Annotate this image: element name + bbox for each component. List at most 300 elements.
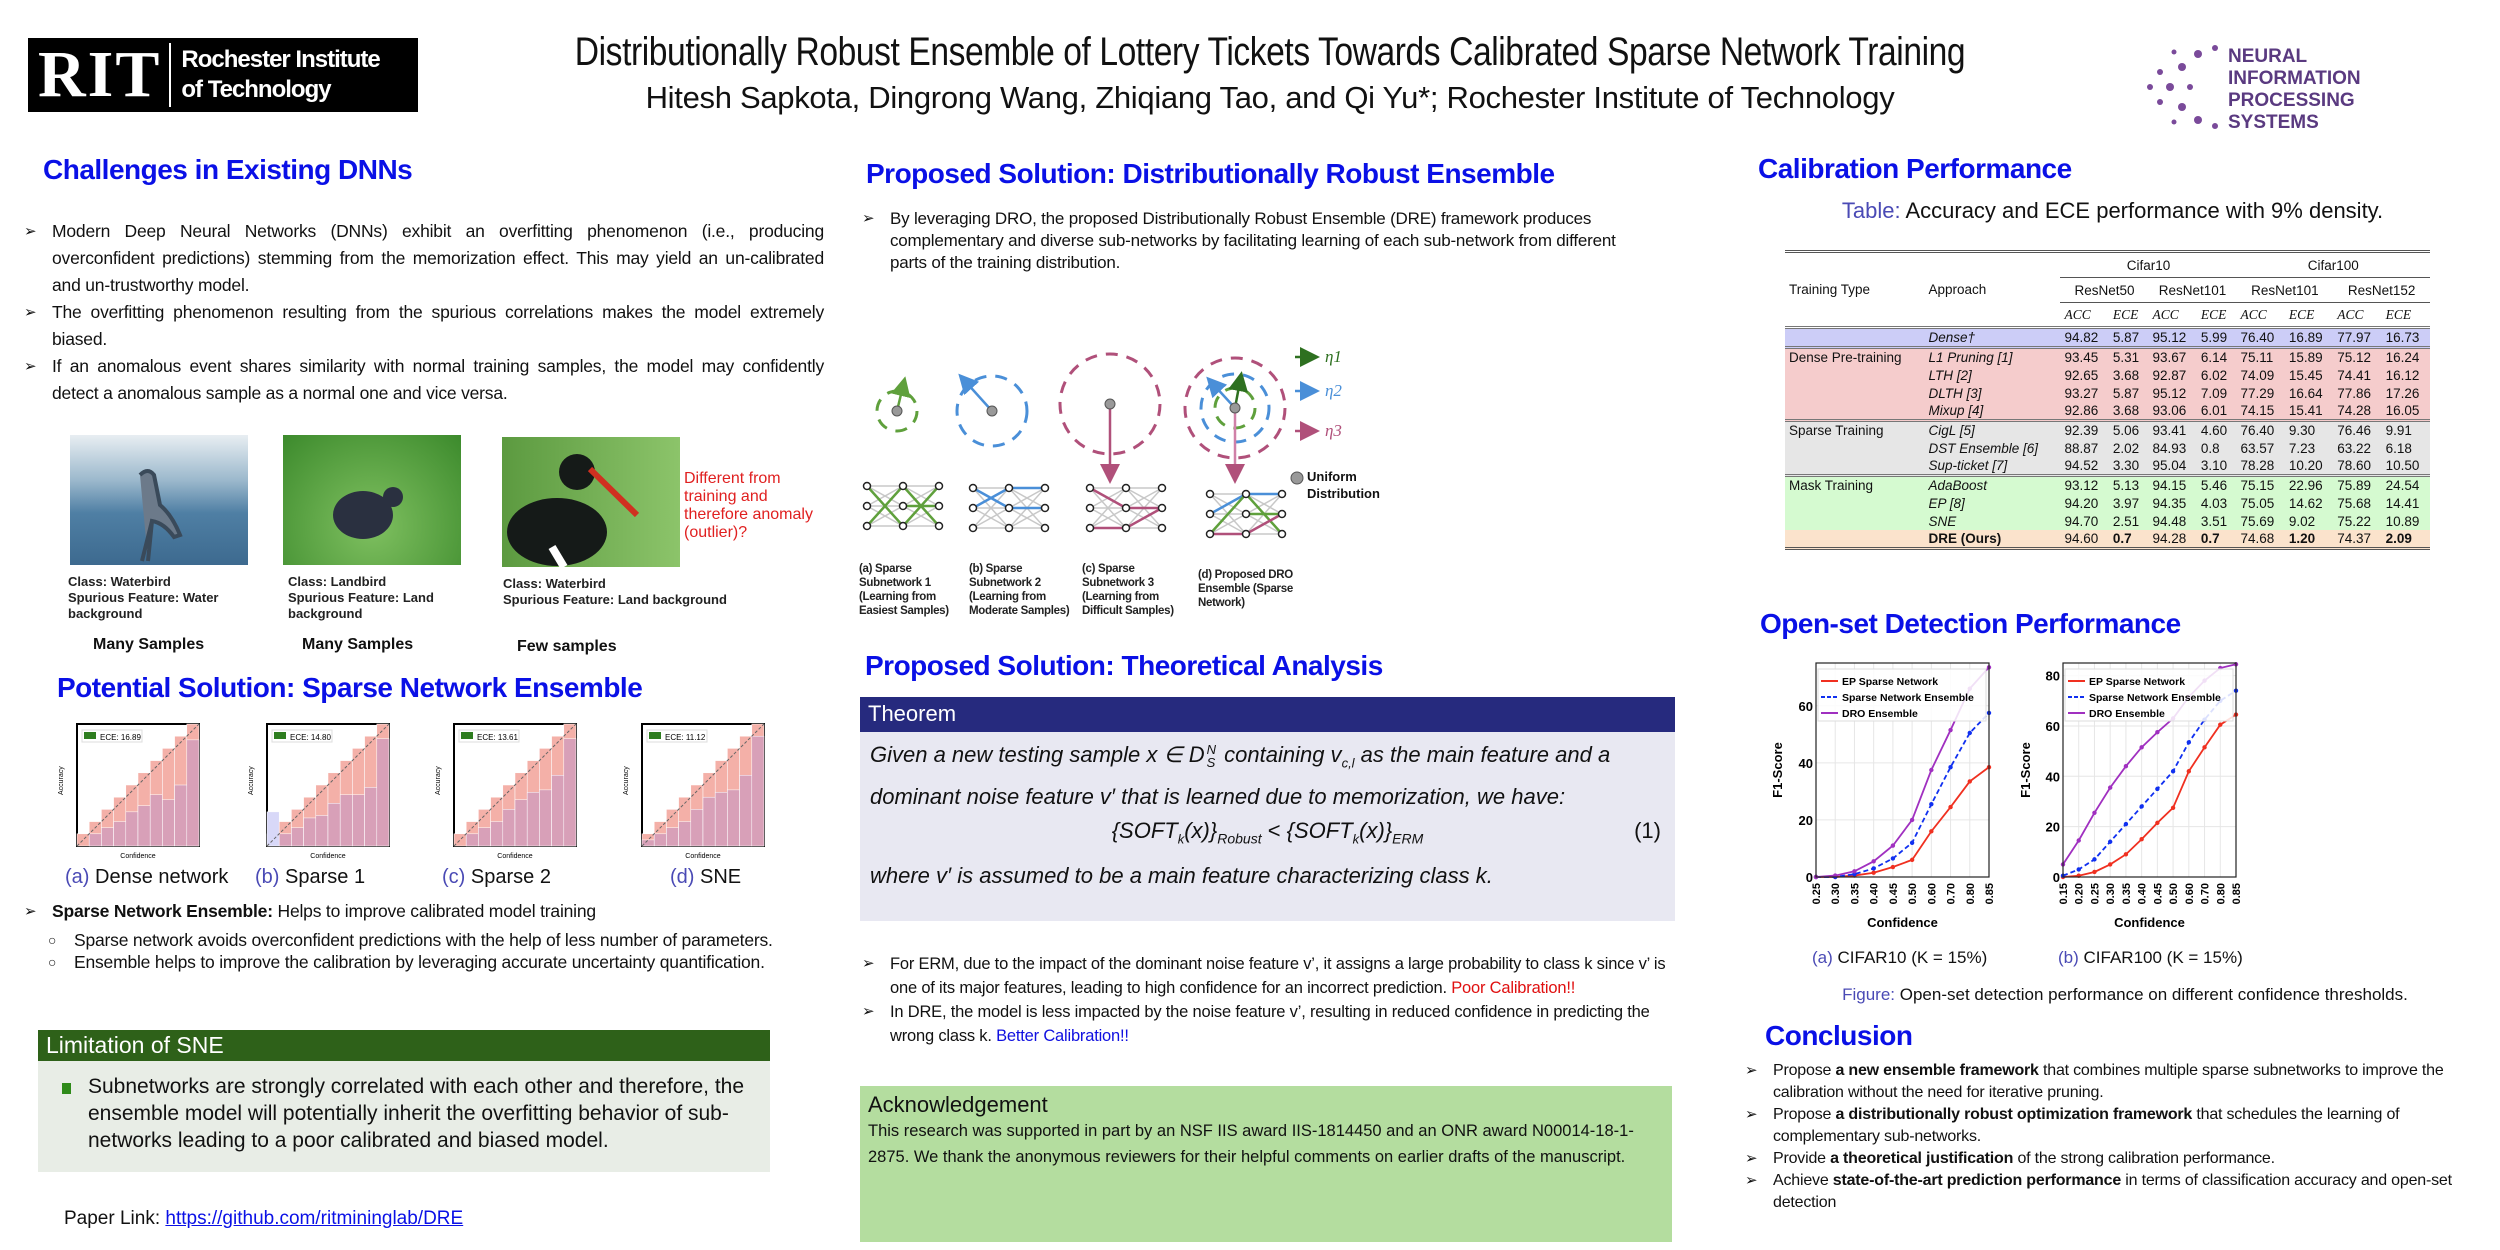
table-caption	[1790, 198, 2435, 224]
approach: DRE (Ours)	[1928, 531, 2002, 546]
accuracy-bar	[691, 809, 703, 846]
value-cell: 0.7	[2200, 531, 2220, 546]
y-tick-label: 0	[2052, 870, 2060, 885]
value-cell: 24.54	[2385, 478, 2420, 493]
network-node	[1279, 531, 1286, 538]
x-axis-label: Confidence	[120, 853, 156, 860]
accuracy-bar	[466, 834, 478, 846]
bullet-bold: a new ensemble framework	[1835, 1062, 2043, 1079]
y-axis-label: Accuracy	[248, 766, 255, 795]
value-cell: 74.41	[2337, 367, 2372, 383]
bullet-bold: state-of-the-art prediction performance	[1832, 1172, 2122, 1189]
bird-class: Class: Landbird	[288, 574, 387, 589]
value-cell: 5.13	[2112, 478, 2140, 493]
value-cell: 78.28	[2240, 458, 2275, 473]
value-cell: 74.37	[2337, 531, 2372, 546]
y-tick-label: 40	[1798, 755, 1813, 771]
subnet-caption: (c) Sparse Subnetwork 3 (Learning from Difficult Samples)	[1082, 563, 1174, 617]
accuracy-bar	[267, 812, 279, 846]
limitation-box	[38, 1030, 770, 1172]
value-cell: 17.26	[2385, 385, 2420, 401]
theorem-text: containing v	[1218, 742, 1342, 767]
value-cell: 78.60	[2337, 458, 2372, 473]
network-node	[1087, 525, 1094, 532]
value-cell: 93.12	[2064, 478, 2099, 493]
value-cell: 93.06	[2152, 403, 2187, 418]
y-tick-label: 80	[2045, 668, 2060, 684]
approach: L1 Pruning [1]	[1928, 350, 2013, 365]
x-tick-label: 0.70	[1945, 883, 1958, 905]
rit-logo	[28, 38, 418, 112]
uniform-distribution-icon	[1291, 472, 1303, 484]
network-node	[1123, 485, 1130, 492]
network-node	[1159, 525, 1166, 532]
ece-label: ECE: 14.80	[290, 733, 331, 742]
value-cell: 5.87	[2112, 385, 2140, 401]
eq-part: <	[1261, 818, 1287, 844]
value-cell: 7.23	[2288, 440, 2316, 456]
value-cell: 75.22	[2337, 513, 2372, 529]
value-cell: 2.02	[2112, 440, 2140, 456]
accuracy-bar	[503, 809, 515, 846]
poster-title: Distributionally Robust Ensemble of Lottery Tickets Towards Calibrated Sparse Network Training	[574, 30, 1966, 74]
bullet-post: in terms of classification accuracy and open-set detection	[1773, 1172, 2452, 1211]
network-node	[900, 523, 907, 530]
legend-swatch	[84, 732, 96, 739]
value-cell: 5.31	[2112, 350, 2140, 365]
data-point	[2187, 769, 2191, 773]
approach: Dense†	[1928, 330, 1976, 345]
data-point	[2108, 785, 2112, 789]
bullet	[862, 1000, 1674, 1048]
value-cell: 9.02	[2288, 513, 2316, 529]
table-row	[1785, 494, 2430, 512]
accuracy-bar	[340, 795, 352, 846]
x-axis-label: Confidence	[2114, 915, 2185, 930]
caption-text: CIFAR10 (K = 15%)	[1837, 948, 1988, 967]
network-node	[900, 483, 907, 490]
value-cell: 92.86	[2064, 403, 2099, 418]
value-cell: 1.20	[2288, 531, 2316, 546]
approach: CigL [5]	[1928, 423, 1975, 438]
network-node	[900, 503, 907, 510]
accuracy-bar	[304, 818, 316, 846]
value-cell: 94.15	[2152, 478, 2187, 493]
caption-label: SNE	[700, 866, 742, 888]
paper-link[interactable]: https://github.com/ritmininglab/DRE	[165, 1208, 464, 1229]
x-axis-label: Confidence	[497, 853, 533, 860]
network-node	[1006, 505, 1013, 512]
training-type	[1785, 366, 1924, 384]
value-cell: 75.69	[2240, 513, 2275, 529]
value-cell: 4.03	[2200, 495, 2228, 511]
network-node	[864, 523, 871, 530]
header-metric: ECE	[2112, 307, 2139, 322]
data-point	[1948, 765, 1952, 769]
value-cell: 94.52	[2064, 458, 2099, 473]
value-cell: 0.8	[2200, 440, 2220, 456]
data-point	[1929, 829, 1933, 833]
equation-number: (1)	[1634, 818, 1661, 844]
value-cell: 93.41	[2152, 423, 2187, 438]
network-node	[1087, 505, 1094, 512]
potential-title: Potential Solution: Sparse Network Ensemble	[57, 672, 643, 703]
x-tick-label: 0.50	[2168, 883, 2181, 905]
reliability-diagram	[432, 718, 607, 863]
value-cell: 76.40	[2240, 330, 2275, 345]
conclusion-bullets	[1745, 1060, 2490, 1214]
value-cell: 95.12	[2152, 330, 2187, 345]
accuracy-bar	[126, 812, 138, 846]
table-row	[1785, 439, 2430, 457]
data-point	[1910, 818, 1914, 822]
accuracy-bar	[279, 834, 291, 846]
bullet-post: that combines multiple sparse subnetworks to improve the calibration without the need for iterative pruning.	[1773, 1062, 2444, 1101]
data-point	[2124, 822, 2128, 826]
sub: S	[1206, 755, 1216, 771]
bullet	[862, 952, 1674, 1000]
neurips-line: PROCESSING	[2228, 90, 2355, 111]
value-cell: 3.97	[2112, 495, 2140, 511]
training-type: Mask Training	[1789, 478, 1874, 493]
x-tick-label: 0.85	[1984, 883, 1996, 905]
value-cell: 15.41	[2288, 403, 2323, 418]
table-row	[1785, 366, 2430, 384]
x-tick-label: 0.50	[1907, 883, 1920, 905]
bullet-bold: a distributionally robust optimization framework	[1835, 1106, 2193, 1123]
y-tick-label: 0	[1805, 870, 1813, 885]
bird-class: Class: Waterbird	[68, 574, 171, 589]
caption-tag: (b)	[2058, 948, 2079, 967]
theorem-box	[860, 697, 1675, 921]
network-node	[1159, 505, 1166, 512]
data-point	[1891, 865, 1895, 869]
accuracy-bar	[162, 800, 174, 846]
accuracy-bar	[316, 816, 328, 847]
value-cell: 75.89	[2337, 478, 2372, 493]
bird-feature: Spurious Feature: Land background	[288, 590, 434, 621]
data-point	[1871, 866, 1875, 870]
value-cell: 16.73	[2385, 330, 2420, 345]
legend-label: DRO Ensemble	[2089, 708, 2165, 720]
ece-label: ECE: 16.89	[100, 733, 141, 742]
acknowledgement-box	[860, 1086, 1672, 1242]
x-tick-label: 0.40	[1868, 883, 1881, 905]
value-cell: 93.67	[2152, 350, 2187, 365]
caption-label: Sparse 2	[470, 866, 551, 888]
diagram-caption	[255, 866, 365, 889]
training-type	[1785, 328, 1924, 348]
value-cell: 5.46	[2200, 478, 2228, 493]
bullet-bold: a theoretical justification	[1830, 1150, 2014, 1167]
value-cell: 94.35	[2152, 495, 2187, 511]
bullet: ➢ By leveraging DRO, the proposed Distributionally Robust Ensemble (DRE) framework produces complementary and diverse sub-networks by facilitating learning of each sub-network from different parts of the training distribution.	[862, 208, 1652, 274]
header-model: ResNet101	[2237, 278, 2334, 303]
value-cell: 75.15	[2240, 478, 2275, 493]
value-cell: 94.48	[2152, 513, 2187, 529]
legend-label: EP Sparse Network	[2089, 676, 2186, 688]
network-node	[970, 505, 977, 512]
conclusion-bullet	[1745, 1060, 2490, 1104]
challenges-bullets	[24, 218, 824, 407]
accuracy-bar	[539, 790, 551, 846]
bullet-pre: Provide	[1773, 1150, 1831, 1167]
data-point	[2171, 806, 2175, 810]
value-cell: 88.87	[2064, 440, 2099, 456]
network-node	[936, 523, 943, 530]
value-cell: 77.97	[2337, 330, 2372, 345]
training-type	[1785, 512, 1924, 530]
eta-1: η1	[1325, 347, 1342, 366]
dre-bullets	[862, 208, 1652, 274]
openset-chart-cifar10	[1770, 650, 2008, 935]
bird-feature: Spurious Feature: Water background	[68, 590, 219, 621]
accuracy-bar	[491, 822, 503, 846]
data-point	[1968, 731, 1972, 735]
header-dataset: Cifar100	[2237, 252, 2430, 278]
value-cell: 74.09	[2240, 367, 2275, 383]
caption-tag: (b)	[255, 866, 280, 888]
poor-calibration: Poor Calibration!!	[1451, 979, 1576, 997]
value-cell: 77.86	[2337, 385, 2372, 401]
value-cell: 94.28	[2152, 531, 2187, 546]
network-node	[1042, 525, 1049, 532]
network-node	[1243, 491, 1250, 498]
value-cell: 77.29	[2240, 385, 2275, 401]
accuracy-bar	[187, 740, 199, 846]
dre-diagram	[855, 296, 1675, 616]
sne-bullets	[24, 898, 814, 925]
header-model: ResNet50	[2060, 278, 2148, 303]
data-point	[2155, 730, 2159, 734]
accuracy-bar	[175, 785, 187, 846]
network-node	[1279, 491, 1286, 498]
legend-swatch	[649, 732, 661, 739]
value-cell: 5.99	[2200, 330, 2228, 345]
bird-feature: Spurious Feature: Land background	[503, 592, 727, 607]
eta-2: η2	[1325, 381, 1342, 400]
x-tick-label: 0.35	[2120, 883, 2133, 905]
openset-title: Open-set Detection Performance	[1760, 608, 2181, 639]
training-type	[1785, 439, 1924, 457]
header-dataset: Cifar10	[2060, 252, 2236, 278]
accuracy-bar	[715, 792, 727, 846]
value-cell: 75.12	[2337, 350, 2372, 365]
network-node	[936, 503, 943, 510]
training-type	[1785, 402, 1924, 421]
theorem-text: as the main feature and a dominant noise feature v′ that is learned due to memorization, we have:	[870, 742, 1611, 810]
caption-text: Accuracy and ECE performance with 9% density.	[1900, 198, 2384, 223]
training-type	[1785, 530, 1924, 549]
reliability-diagram	[245, 718, 420, 863]
data-point	[2218, 722, 2222, 726]
approach: AdaBoost	[1928, 478, 1988, 493]
data-point	[1852, 869, 1856, 873]
x-tick-label: 0.15	[2058, 883, 2070, 905]
data-point	[2077, 867, 2081, 871]
uniform-label: Uniform Distribution	[1307, 469, 1380, 501]
value-cell: 94.70	[2064, 513, 2099, 529]
ack-title: Acknowledgement	[868, 1092, 1048, 1117]
accuracy-bar	[727, 790, 739, 846]
poster-authors: Hitesh Sapkota, Dingrong Wang, Zhiqiang Tao, and Qi Yu*; Rochester Institute of Technology	[645, 80, 1895, 115]
eq-part: {SOFT	[1286, 818, 1353, 844]
approach: LTH [2]	[1928, 367, 1972, 383]
neurips-logo	[2130, 32, 2490, 142]
ece-label: ECE: 11.12	[665, 733, 706, 742]
eq-part: k	[1177, 831, 1185, 847]
approach: DLTH [3]	[1928, 385, 1982, 401]
accuracy-bar	[679, 822, 691, 846]
table-row	[1785, 328, 2430, 348]
data-point	[1910, 858, 1914, 862]
approach: DST Ensemble [6]	[1928, 440, 2039, 456]
bullet-post: of the strong calibration performance.	[2013, 1150, 2275, 1167]
network-graph	[1207, 491, 1286, 538]
theory-bullets	[862, 952, 1674, 1048]
neurips-line: NEURAL	[2228, 46, 2308, 67]
diagram-caption	[670, 866, 741, 889]
accuracy-bar	[138, 806, 150, 846]
data-point	[2124, 852, 2128, 856]
y-axis-label: F1-Score	[2018, 742, 2033, 798]
data-point	[1948, 728, 1952, 732]
logo-line1: Rochester Institute	[181, 46, 380, 73]
data-point	[1968, 779, 1972, 783]
x-tick-label: 0.20	[2073, 883, 2086, 905]
x-tick-label: 0.70	[2199, 883, 2212, 905]
accuracy-bar	[352, 795, 364, 846]
subnet-caption: (a) Sparse Subnetwork 1 (Learning from Easiest Samples)	[859, 563, 949, 617]
accuracy-bar	[291, 828, 303, 846]
training-type	[1785, 494, 1924, 512]
data-point	[2077, 838, 2081, 842]
value-cell: 16.89	[2288, 330, 2323, 345]
data-point	[1871, 871, 1875, 875]
training-type: Sparse Training	[1789, 423, 1884, 438]
value-cell: 14.41	[2385, 495, 2420, 511]
sample-count: Many Samples	[93, 636, 205, 653]
sub-bullet: ○ Sparse network avoids overconfident predictions with the help of less number of parameters.	[24, 929, 814, 951]
data-point	[2202, 745, 2206, 749]
data-point	[1910, 841, 1914, 845]
limitation-title: Limitation of SNE	[38, 1030, 770, 1061]
table-row	[1785, 384, 2430, 402]
eq-part: (x)}	[1184, 818, 1218, 844]
accuracy-bar	[740, 775, 752, 846]
waterbird-image	[70, 435, 248, 565]
x-tick-label: 0.30	[2105, 883, 2118, 905]
data-point	[2139, 804, 2143, 808]
accuracy-bar	[89, 834, 101, 846]
network-node	[1123, 525, 1130, 532]
value-cell: 0.7	[2112, 531, 2132, 546]
caption-tag: (c)	[442, 866, 466, 888]
network-node	[1042, 485, 1049, 492]
limitation-text: Subnetworks are strongly correlated with each other and therefore, the ensemble model will potentially inherit the overfitting behavior of sub-networks leading to a poor calibrated and biased model.	[38, 1061, 770, 1154]
value-cell: 10.20	[2288, 458, 2323, 473]
network-node	[1207, 491, 1214, 498]
header-metric: ECE	[2385, 307, 2412, 322]
anomaly-note: Different from training and therefore anomaly (outlier)?	[684, 470, 813, 541]
value-cell: 3.68	[2112, 403, 2140, 418]
theory-title: Proposed Solution: Theoretical Analysis	[865, 650, 1383, 681]
accuracy-bar	[478, 828, 490, 846]
network-node	[864, 503, 871, 510]
y-tick-label: 20	[2045, 819, 2060, 835]
x-tick-label: 0.60	[2183, 883, 2196, 905]
approach: Sup-ticket [7]	[1928, 458, 2008, 473]
accuracy-bar	[101, 828, 113, 846]
header-training-type: Training Type	[1789, 282, 1871, 297]
eq-part: (x)}	[1359, 818, 1393, 844]
x-tick-label: 0.40	[2136, 883, 2149, 905]
subnet-caption: (b) Sparse Subnetwork 2 (Learning from Moderate Samples)	[969, 563, 1070, 617]
x-axis-label: Confidence	[685, 853, 721, 860]
value-cell: 6.18	[2385, 440, 2412, 456]
ack-text: This research was supported in part by an NSF IIS award IIS-1814450 and an ONR award N00014-18-1-2875. We thank the anonymous reviewers for their helpful comments on earlier drafts of the manuscript.	[868, 1122, 1634, 1166]
sne-sub-bullets	[24, 929, 814, 973]
data-point	[2092, 811, 2096, 815]
bullet: ➢ If an anomalous event shares similarity with normal training samples, the model may confidently detect a anomalous sample as a normal one and vice versa.	[24, 353, 824, 407]
accuracy-bar	[515, 800, 527, 846]
caption-tag: Figure:	[1842, 985, 1896, 1004]
value-cell: 2.51	[2112, 513, 2140, 529]
conclusion-title: Conclusion	[1765, 1020, 1913, 1051]
header-metric: ECE	[2200, 307, 2227, 322]
value-cell: 74.28	[2337, 403, 2372, 418]
value-cell: 76.46	[2337, 423, 2372, 438]
accuracy-bar	[564, 739, 576, 846]
results-table	[1785, 250, 2430, 550]
table-row	[1785, 421, 2430, 440]
accuracy-bar	[552, 775, 564, 846]
network-node	[1243, 511, 1250, 518]
legend	[2065, 669, 2233, 721]
logo-line2: of Technology	[181, 76, 331, 103]
approach: EP [8]	[1928, 495, 1965, 511]
caption-label: Dense network	[95, 866, 229, 888]
table-row	[1785, 348, 2430, 367]
value-cell: 75.11	[2240, 350, 2274, 365]
conclusion-bullet	[1745, 1170, 2490, 1214]
accuracy-bar	[150, 795, 162, 846]
value-cell: 6.01	[2200, 403, 2228, 418]
value-cell: 76.40	[2240, 423, 2275, 438]
x-axis-label: Confidence	[1867, 915, 1938, 930]
reliability-diagram	[620, 718, 795, 863]
theorem-title: Theorem	[860, 697, 1675, 732]
accuracy-bar	[328, 803, 340, 846]
network-graph	[864, 483, 943, 530]
accuracy-bar	[752, 736, 764, 846]
eq-part: {SOFT	[1111, 818, 1178, 844]
data-point	[2092, 870, 2096, 874]
paper-link-label: Paper Link:	[64, 1208, 166, 1229]
table-row	[1785, 476, 2430, 495]
bullet-pre: Achieve	[1773, 1172, 1833, 1189]
data-point	[2108, 862, 2112, 866]
dre-title: Proposed Solution: Distributionally Robust Ensemble	[866, 158, 1555, 189]
x-tick-label: 0.25	[1811, 883, 1823, 905]
accuracy-bar	[654, 834, 666, 846]
legend-swatch	[274, 732, 286, 739]
bullet-pre: Propose	[1773, 1106, 1836, 1123]
figure-caption	[1770, 985, 2480, 1005]
y-axis-label: Accuracy	[435, 766, 442, 795]
value-cell: 95.12	[2152, 385, 2187, 401]
value-cell: 16.12	[2385, 367, 2420, 383]
